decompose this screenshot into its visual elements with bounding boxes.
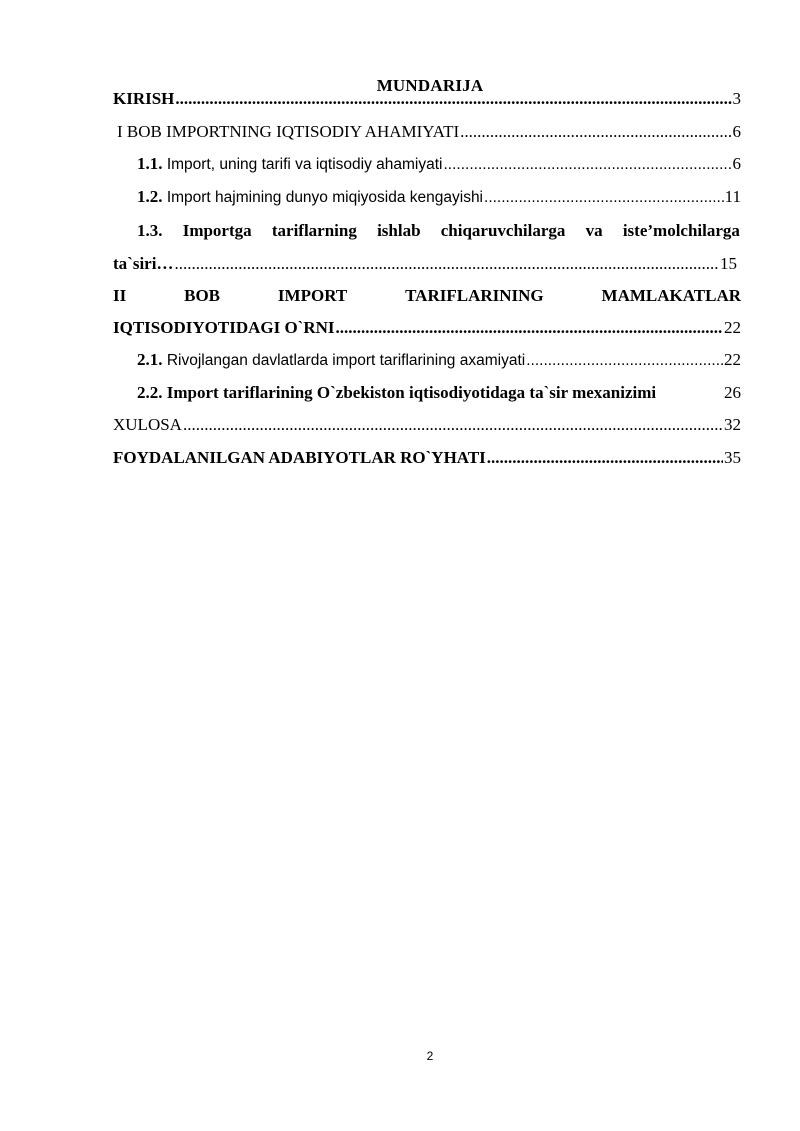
toc-entry-2-2[interactable] (137, 383, 741, 403)
toc-page-number: 26 (724, 383, 741, 402)
dot-leader (484, 189, 724, 207)
toc-entry-label: FOYDALANILGAN ADABIYOTLAR RO`YHATI (113, 448, 486, 467)
toc-entry-1-2[interactable] (137, 187, 741, 207)
toc-entry-1-3-line2[interactable] (113, 254, 737, 274)
toc-entry-label: Rivojlangan davlatlarda import tariflarining axamiyati (166, 352, 526, 369)
dot-leader (175, 89, 731, 109)
toc-page-number: 35 (724, 448, 741, 467)
toc-entry-label: KIRISH (113, 89, 175, 108)
toc-word: Importga (182, 221, 252, 240)
toc-entry-adabiyotlar[interactable] (113, 448, 741, 468)
toc-word: IMPORT (277, 286, 348, 305)
toc-entry-bob2-line1[interactable] (113, 286, 741, 306)
toc-page-number: 15 (720, 254, 737, 273)
toc-page-number: 6 (732, 122, 741, 141)
section-number: 1.2. (137, 187, 163, 206)
dot-leader (487, 448, 723, 468)
page-title: MUNDARIJA (376, 76, 484, 95)
toc-word: II (113, 286, 127, 305)
toc-entry-bob1[interactable] (117, 122, 741, 142)
dot-leader (460, 122, 731, 142)
toc-word: MAMLAKATLAR (601, 286, 741, 305)
page-number: 2 (426, 1049, 434, 1063)
toc-entry-xulosa[interactable] (113, 415, 741, 435)
section-number: 2.1. (137, 350, 163, 369)
toc-entry-label: ta`siri… (113, 254, 174, 273)
toc-entry-label: Import hajmining dunyo miqiyosida kengayishi (166, 189, 484, 206)
toc-entry-label: IQTISODIYOTIDAGI O`RNI (113, 318, 335, 337)
toc-word: tariflarning (271, 221, 357, 240)
toc-page-number: 22 (724, 318, 741, 337)
toc-entry-1-1[interactable] (137, 154, 741, 174)
toc-entry-2-1[interactable] (137, 350, 741, 370)
toc-entry-label: Import, uning tarifi va iqtisodiy ahamiyati (166, 156, 443, 173)
toc-entry-kirish[interactable] (113, 89, 741, 109)
dot-leader (526, 352, 723, 370)
dot-leader (183, 415, 723, 435)
toc-word: ishlab (377, 221, 421, 240)
toc-page-number: 32 (724, 415, 741, 434)
toc-entry-1-3-line1[interactable] (137, 221, 740, 241)
section-number: 1.3. (137, 221, 163, 240)
toc-entry-label: I BOB IMPORTNING IQTISODIY AHAMIYATI (117, 122, 460, 141)
toc-word: va (585, 221, 603, 240)
toc-page-number: 22 (724, 350, 741, 369)
toc-word: TARIFLARINING (405, 286, 544, 305)
toc-word: BOB (184, 286, 221, 305)
toc-word: iste’molchilarga (622, 221, 740, 240)
toc-page-number: 3 (732, 89, 741, 108)
toc-entry-label: XULOSA (113, 415, 182, 434)
toc-page-number: 6 (732, 154, 741, 173)
dot-leader (174, 254, 719, 274)
toc-entry-bob2-line2[interactable] (113, 318, 741, 338)
toc-page-number: 11 (724, 187, 741, 206)
toc-entry-label: 2.2. Import tariflarining O`zbekiston iqtisodiyotidaga ta`sir mexanizimi (137, 383, 657, 402)
dot-leader (444, 156, 732, 174)
toc-word: chiqaruvchilarga (440, 221, 566, 240)
dot-leader (336, 318, 723, 338)
section-number: 1.1. (137, 154, 163, 173)
